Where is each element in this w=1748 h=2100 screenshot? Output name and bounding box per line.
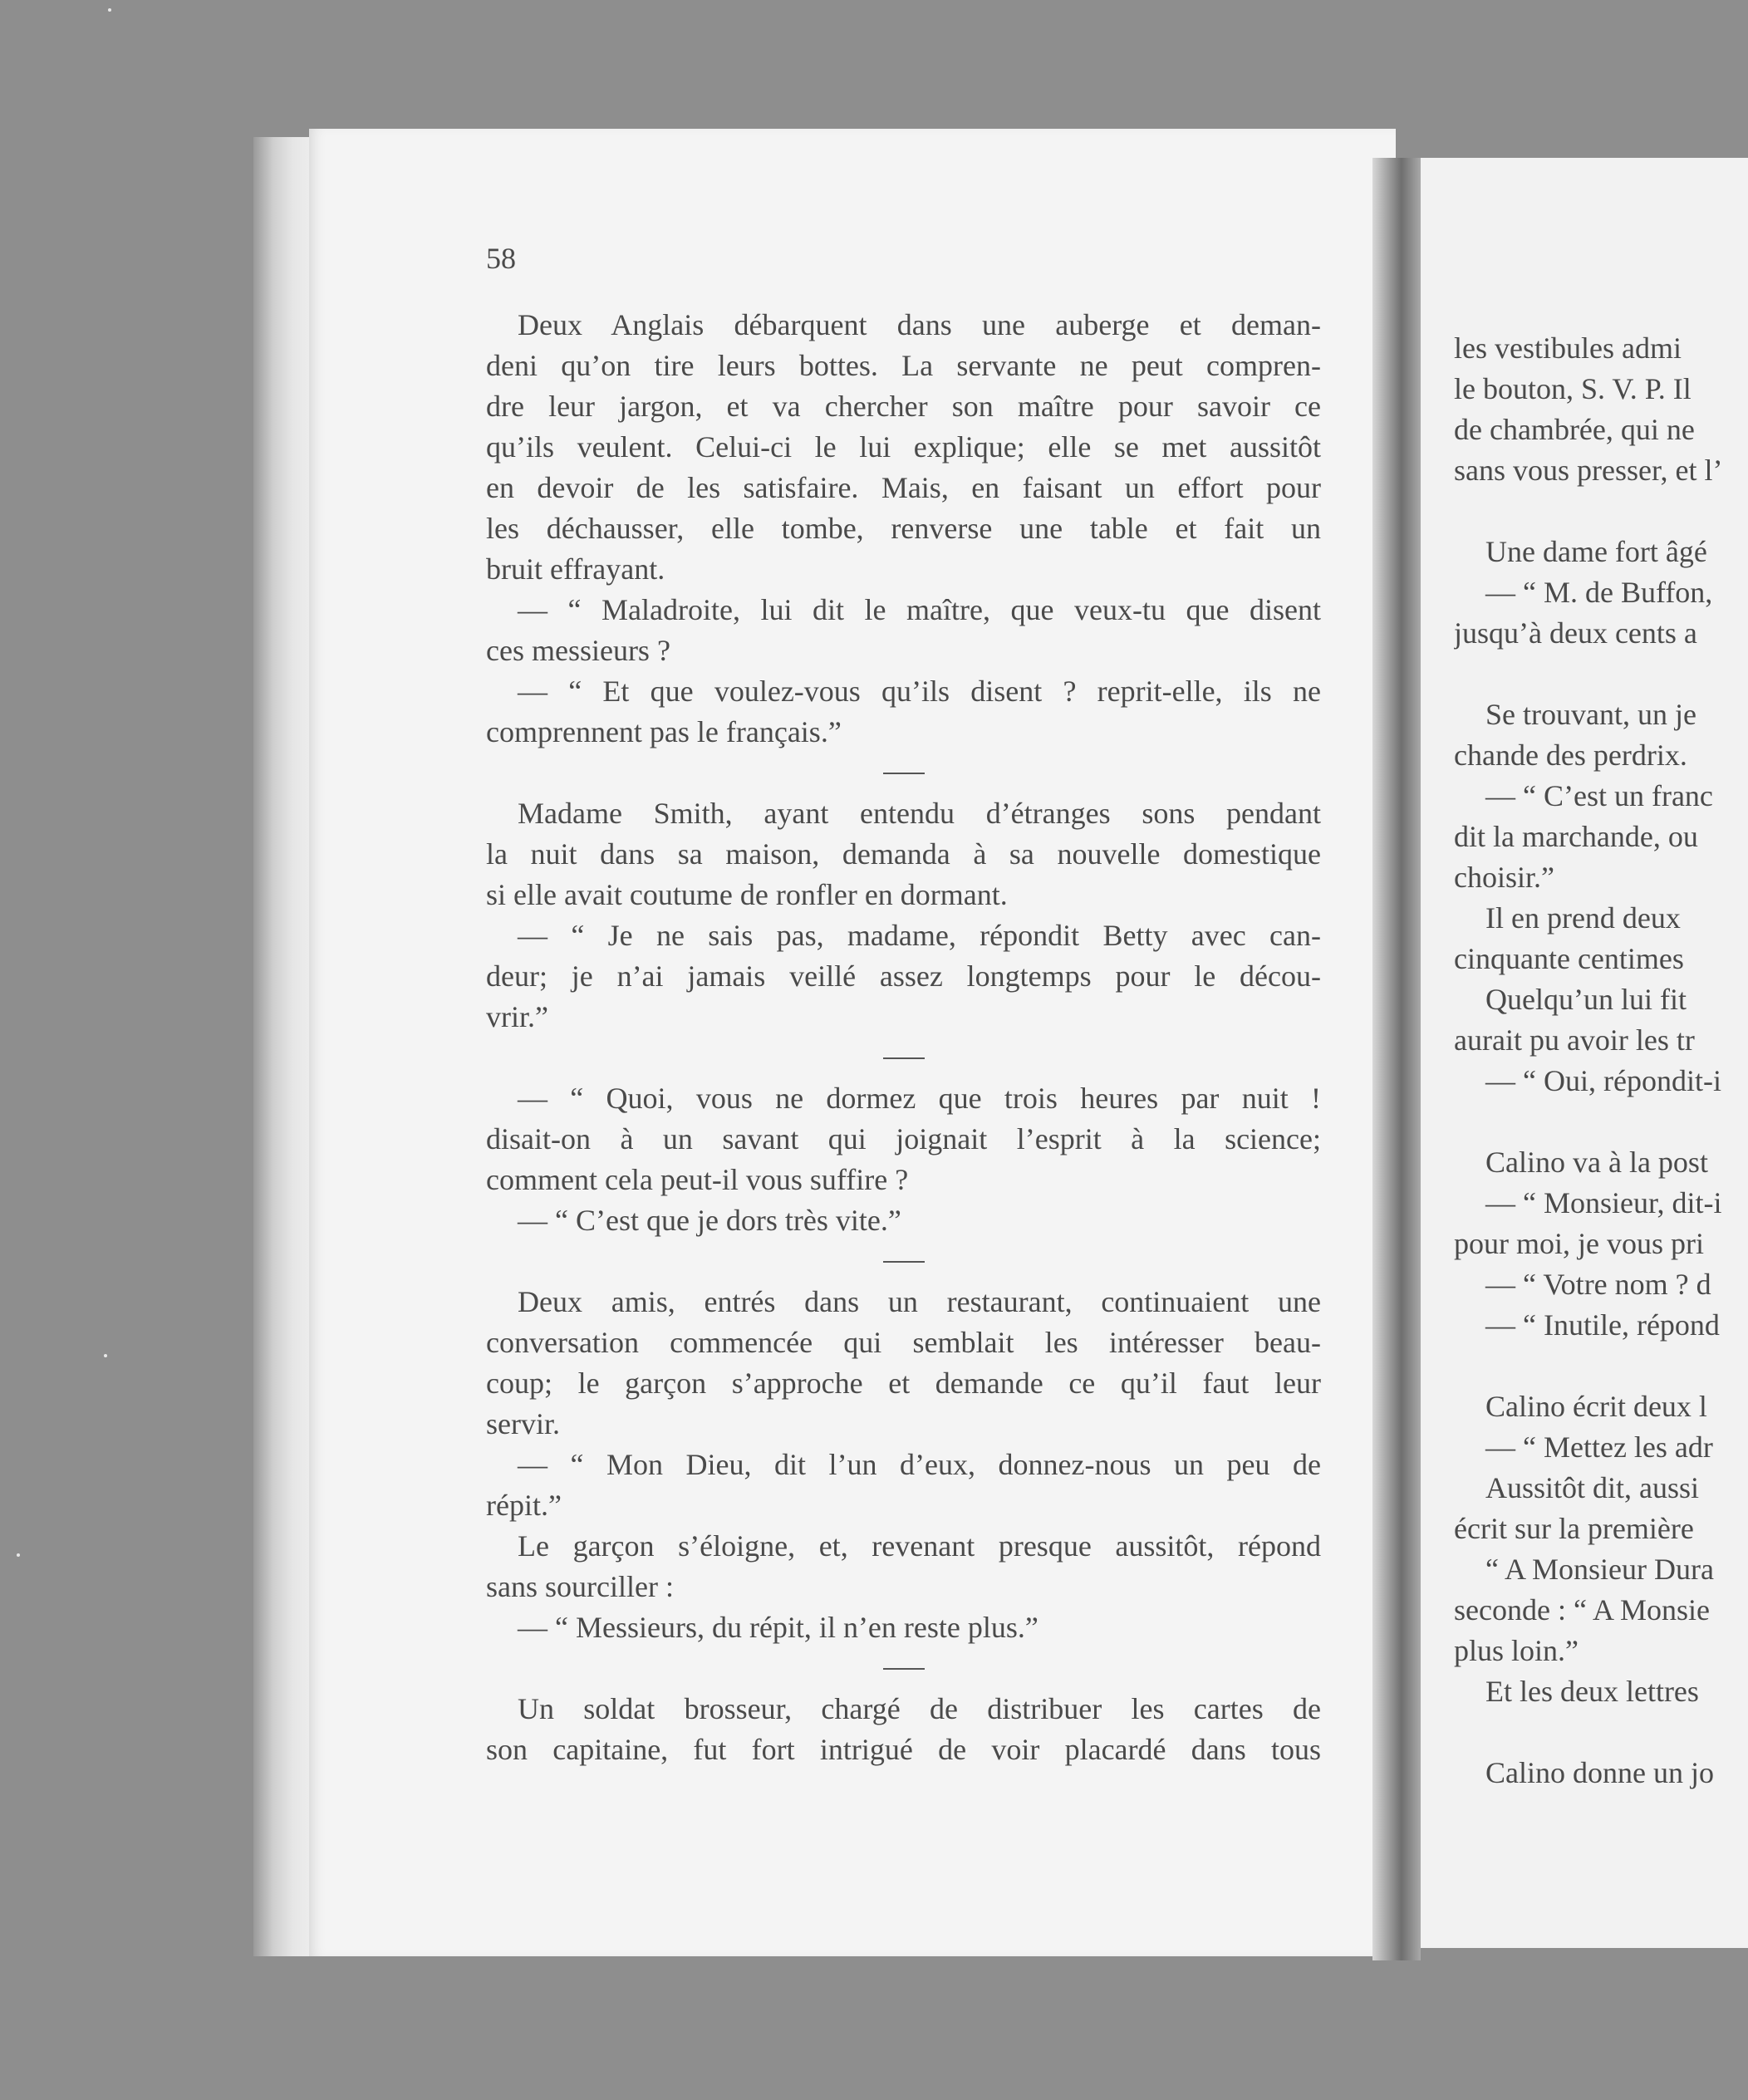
text-line: — “ Oui, répondit-i bbox=[1485, 1064, 1721, 1097]
text-line: son capitaine, fut fort intrigué de voir placardé dans tous bbox=[486, 1733, 1321, 1766]
text-line: comment cela peut-il vous suffire ? bbox=[486, 1163, 909, 1196]
text-line: sans sourciller : bbox=[486, 1570, 674, 1603]
text-line: — “ Messieurs, du répit, il n’en reste plus.” bbox=[518, 1611, 1038, 1644]
text-line: coup; le garçon s’approche et demande ce qu’il faut leur bbox=[486, 1366, 1321, 1400]
text-line: Calino va à la post bbox=[1485, 1146, 1708, 1179]
text-line: — “ Mettez les adr bbox=[1485, 1430, 1713, 1464]
text-line: vrir.” bbox=[486, 1000, 548, 1033]
text-line: la nuit dans sa maison, demanda à sa nouvelle domestique bbox=[486, 837, 1321, 871]
text-line: cinquante centimes bbox=[1454, 942, 1684, 975]
section-separator bbox=[486, 753, 1321, 793]
text-line: disait-on à un savant qui joignait l’esprit à la science; bbox=[486, 1122, 1321, 1155]
text-line: Une dame fort âgé bbox=[1485, 535, 1707, 568]
text-line: plus loin.” bbox=[1454, 1634, 1579, 1667]
blank-line bbox=[1454, 1102, 1748, 1142]
blank-line bbox=[1454, 1712, 1748, 1753]
text-line: dit la marchande, ou bbox=[1454, 820, 1698, 853]
separator-rule bbox=[883, 1668, 925, 1670]
section-separator bbox=[486, 1648, 1321, 1689]
text-line: les déchausser, elle tombe, renverse une table et fait un bbox=[486, 512, 1321, 545]
text-line: servir. bbox=[486, 1407, 560, 1440]
separator-rule bbox=[883, 773, 925, 774]
text-line: deur; je n’ai jamais veillé assez longtemps pour le décou- bbox=[486, 959, 1321, 993]
text-line: choisir.” bbox=[1454, 861, 1554, 894]
text-line: pour moi, je vous pri bbox=[1454, 1227, 1704, 1260]
text-line: — “ Votre nom ? d bbox=[1485, 1268, 1711, 1301]
text-line: — “ Je ne sais pas, madame, répondit Betty avec can- bbox=[518, 919, 1321, 952]
text-line: Quelqu’un lui fit bbox=[1485, 983, 1687, 1016]
section-separator bbox=[486, 1241, 1321, 1282]
text-line: en devoir de les satisfaire. Mais, en faisant un effort pour bbox=[486, 471, 1321, 504]
text-line: comprennent pas le français.” bbox=[486, 715, 842, 748]
text-line: aurait pu avoir les tr bbox=[1454, 1023, 1695, 1057]
dust-speck bbox=[17, 1553, 20, 1557]
text-line: qu’ils veulent. Celui-ci le lui explique; elle se met aussitôt bbox=[486, 430, 1321, 464]
text-line: — “ Inutile, répond bbox=[1485, 1308, 1720, 1342]
text-line: Un soldat brosseur, chargé de distribuer les cartes de bbox=[518, 1692, 1321, 1725]
text-line: bruit effrayant. bbox=[486, 552, 665, 586]
dust-speck bbox=[108, 8, 111, 12]
blank-line bbox=[1454, 491, 1748, 532]
blank-line bbox=[1454, 654, 1748, 694]
text-line: Calino écrit deux l bbox=[1485, 1390, 1707, 1423]
text-line: Se trouvant, un je bbox=[1485, 698, 1696, 731]
blank-line bbox=[1454, 1346, 1748, 1386]
text-line: — “ Quoi, vous ne dormez que trois heures par nuit ! bbox=[518, 1082, 1321, 1115]
text-line: ces messieurs ? bbox=[486, 634, 670, 667]
text-line: écrit sur la première bbox=[1454, 1512, 1694, 1545]
text-line: — “ Et que voulez-vous qu’ils disent ? reprit-elle, ils ne bbox=[518, 675, 1321, 708]
separator-rule bbox=[883, 1261, 925, 1263]
page-number: 58 bbox=[486, 242, 516, 275]
text-line: — “ Monsieur, dit-i bbox=[1485, 1186, 1722, 1219]
text-line: Il en prend deux bbox=[1485, 901, 1681, 935]
text-line: les vestibules admi bbox=[1454, 331, 1682, 365]
text-line: Aussitôt dit, aussi bbox=[1485, 1471, 1700, 1504]
text-line: — “ M. de Buffon, bbox=[1485, 576, 1713, 609]
text-line: si elle avait coutume de ronfler en dormant. bbox=[486, 878, 1008, 911]
text-line: de chambrée, qui ne bbox=[1454, 413, 1695, 446]
text-line: Deux Anglais débarquent dans une auberge et deman- bbox=[518, 308, 1321, 341]
text-line: sans vous presser, et l’ bbox=[1454, 454, 1723, 487]
text-line: Calino donne un jo bbox=[1485, 1756, 1714, 1789]
text-line: Et les deux lettres bbox=[1485, 1675, 1699, 1708]
dust-speck bbox=[104, 1354, 107, 1357]
right-page-text bbox=[1454, 328, 1748, 1793]
text-line: — “ Mon Dieu, dit l’un d’eux, donnez-nous un peu de bbox=[518, 1448, 1321, 1481]
text-line: Madame Smith, ayant entendu d’étranges sons pendant bbox=[518, 797, 1321, 830]
section-separator bbox=[486, 1038, 1321, 1078]
text-line: répit.” bbox=[486, 1489, 562, 1522]
text-line: — “ Maladroite, lui dit le maître, que veux-tu que disent bbox=[518, 593, 1321, 626]
book-gutter bbox=[1372, 158, 1421, 1960]
text-line: jusqu’à deux cents a bbox=[1454, 616, 1697, 650]
text-line: le bouton, S. V. P. Il bbox=[1454, 372, 1692, 405]
text-line: Le garçon s’éloigne, et, revenant presque aussitôt, répond bbox=[518, 1529, 1321, 1563]
text-line: — “ C’est que je dors très vite.” bbox=[518, 1204, 901, 1237]
text-line: “ A Monsieur Dura bbox=[1485, 1553, 1714, 1586]
text-line: chande des perdrix. bbox=[1454, 738, 1687, 772]
text-line: deni qu’on tire leurs bottes. La servante ne peut compren- bbox=[486, 349, 1321, 382]
text-line: Deux amis, entrés dans un restaurant, continuaient une bbox=[518, 1285, 1321, 1318]
text-line: seconde : “ A Monsie bbox=[1454, 1593, 1710, 1627]
separator-rule bbox=[883, 1057, 925, 1059]
left-page-text bbox=[486, 305, 1321, 1770]
text-line: conversation commencée qui semblait les intéresser beau- bbox=[486, 1326, 1321, 1359]
text-line: dre leur jargon, et va chercher son maître pour savoir ce bbox=[486, 390, 1321, 423]
text-line: — “ C’est un franc bbox=[1485, 779, 1713, 812]
